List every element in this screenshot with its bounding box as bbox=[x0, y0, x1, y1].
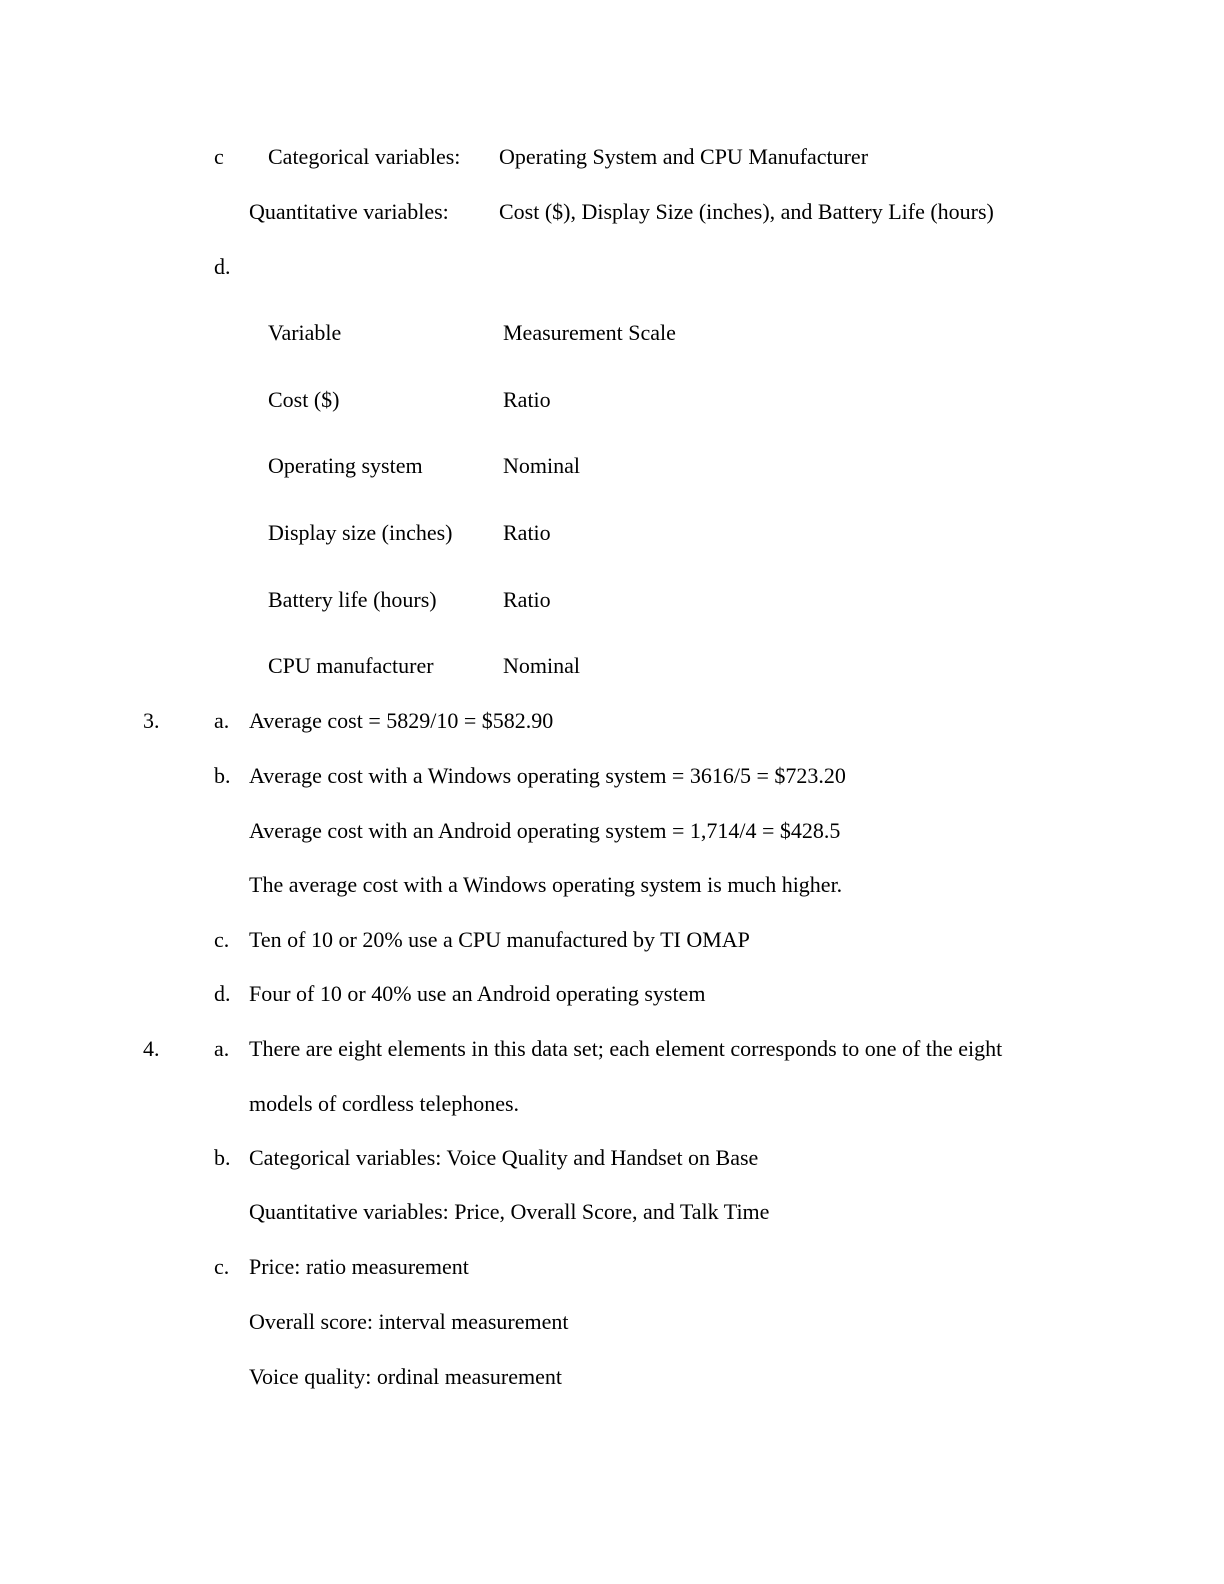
table-cell-scale: Nominal bbox=[503, 453, 580, 478]
item-marker-4a: a. bbox=[214, 1036, 230, 1061]
table-cell-variable: Operating system bbox=[268, 453, 423, 478]
table-cell-scale: Ratio bbox=[503, 520, 551, 545]
item-marker-3a: a. bbox=[214, 708, 230, 733]
table-cell-variable: Display size (inches) bbox=[268, 520, 453, 545]
item-marker-4c: c. bbox=[214, 1254, 230, 1279]
item-marker-3c: c. bbox=[214, 927, 230, 952]
answer-line: Price: ratio measurement bbox=[249, 1254, 469, 1279]
answer-line: Average cost = 5829/10 = $582.90 bbox=[249, 708, 554, 733]
answer-line: Categorical variables: Voice Quality and Handset on Base bbox=[249, 1145, 759, 1170]
table-cell-scale: Nominal bbox=[503, 653, 580, 678]
item-marker-2d: d. bbox=[214, 254, 231, 279]
item-marker-3d: d. bbox=[214, 981, 231, 1006]
answer-line: The average cost with a Windows operating system is much higher. bbox=[249, 872, 843, 897]
answer-line: Quantitative variables: Price, Overall Score, and Talk Time bbox=[249, 1199, 770, 1224]
answer-line: There are eight elements in this data set; each element corresponds to one of the eight bbox=[249, 1036, 1003, 1061]
table-cell-scale: Ratio bbox=[503, 587, 551, 612]
question-number-4: 4. bbox=[143, 1036, 160, 1061]
categorical-value: Operating System and CPU Manufacturer bbox=[499, 144, 869, 169]
item-marker-3b: b. bbox=[214, 763, 231, 788]
table-cell-variable: Cost ($) bbox=[268, 387, 340, 412]
categorical-label: Categorical variables: bbox=[268, 144, 461, 169]
answer-line: Voice quality: ordinal measurement bbox=[249, 1364, 563, 1389]
answer-line: Ten of 10 or 20% use a CPU manufactured by TI OMAP bbox=[249, 927, 750, 952]
table-header-scale: Measurement Scale bbox=[503, 320, 676, 345]
answer-line: models of cordless telephones. bbox=[249, 1091, 520, 1116]
table-cell-variable: CPU manufacturer bbox=[268, 653, 434, 678]
quantitative-value: Cost ($), Display Size (inches), and Battery Life (hours) bbox=[499, 199, 994, 224]
table-cell-variable: Battery life (hours) bbox=[268, 587, 437, 612]
answer-line: Average cost with an Android operating system = 1,714/4 = $428.5 bbox=[249, 818, 841, 843]
quantitative-label: Quantitative variables: bbox=[249, 199, 449, 224]
item-marker-2c: c bbox=[214, 144, 224, 169]
item-marker-4b: b. bbox=[214, 1145, 231, 1170]
question-number-3: 3. bbox=[143, 708, 160, 733]
answer-line: Overall score: interval measurement bbox=[249, 1309, 569, 1334]
table-cell-scale: Ratio bbox=[503, 387, 551, 412]
answer-line: Average cost with a Windows operating system = 3616/5 = $723.20 bbox=[249, 763, 846, 788]
table-header-variable: Variable bbox=[268, 320, 342, 345]
answer-line: Four of 10 or 40% use an Android operating system bbox=[249, 981, 706, 1006]
